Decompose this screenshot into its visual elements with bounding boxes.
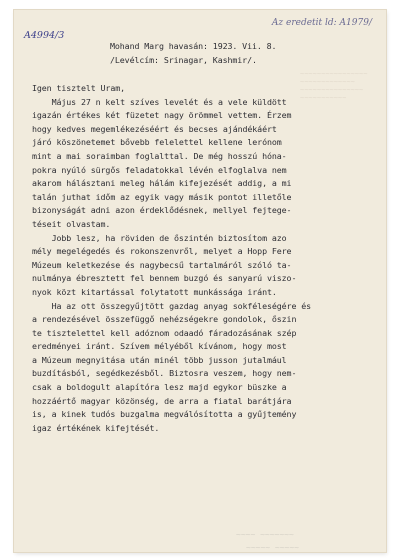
address-line: /Levélcím: Srinagar, Kashmir/. [110, 54, 257, 65]
letter-line: akarom hálásztani meleg hálám kifejezését addig, a mi [32, 178, 292, 189]
reverse-side-bleed: ~~~~~~~~~~~~~~~~ ~~~~~~~~~~~~~ ~~~~~~~~~~~~~~~ ~~~~~~~~~~~ [300, 70, 368, 102]
letter-line: nyok közt kitartással folytatott munkássága iránt. [32, 286, 277, 297]
letter-line: te tisztelettel kell adóznom odaadó fáradozásának szép [32, 327, 297, 338]
letter-line: igazán értékes két füzetet nagy örömmel vettem. Érzem [32, 110, 292, 121]
letter-line: eredményei iránt. Szívem mélyéből kívánom, hogy most [32, 341, 287, 352]
letter-line: téseit olvastam. [32, 218, 111, 229]
letter-page [14, 10, 386, 552]
letter-line: a Múzeum megnyitása után minél több jusson jutalmául [32, 354, 287, 365]
letter-line: a rendezésével összefüggő nehézségekre gondolok, őszin [32, 314, 297, 325]
letter-line: Május 27 n kelt szíves levelét és a vele küldött [32, 96, 287, 107]
letter-body [32, 82, 311, 435]
date-line: Mohand Marg havasán: 1923. Vii. 8. [110, 41, 277, 51]
letter-line: talán juthat időm az egyik vagy másik pontot illetőle [32, 191, 292, 202]
letter-line: buzdításból, segédkezésből. Biztosra veszem, hogy nem- [32, 368, 297, 379]
letter-line: bizonyságát adni azon érdeklődésnek, mellyel fejtege- [32, 205, 292, 216]
letter-line: járó köszönetemet bővebb felelettel kellene lerónom [32, 137, 282, 148]
archive-number: A4994/3 [24, 30, 65, 41]
faded-closing: ~~~~ ~~~~~~~ [236, 530, 294, 539]
faded-signature: ~~~~~ ~~~~~ [246, 543, 299, 552]
letter-line: mint a mai soraimban foglalttal. De még hosszú hóna- [32, 150, 287, 161]
letter-line: hogy kedves megemlékezéséért és becses ajándékáért [32, 123, 277, 134]
letter-line: mély megelégedés és rokonszenvről, melyet a Hopp Fere [32, 246, 292, 257]
letter-line: Jobb lesz, ha röviden de őszintén biztosítom azo [32, 232, 287, 243]
letter-line: hozzáértő magyar közönség, de arra a fiatal barátjára [32, 395, 292, 406]
letter-line: csak a boldogult alapítóra lesz majd egykor büszke a [32, 382, 287, 393]
letter-line: nulmánya ébresztett fel bennem buzgó és sanyarú viszo- [32, 273, 297, 284]
letter-line: igaz értékének kifejtését. [32, 422, 160, 433]
letter-line: Ha az ott összegyűjtött gazdag anyag sokféleségére és [32, 300, 312, 311]
original-reference-note: Az eredetit ld: A1979/ [271, 18, 372, 28]
letter-line: Igen tisztelt Uram, [32, 83, 126, 93]
letter-header [110, 40, 276, 67]
letter-line: pokra nyúló sürgős feladatokkal lévén elfoglalva nem [32, 164, 287, 175]
letter-line: is, a kinek tudós buzgalma megválósította a gyűjtemény [32, 409, 297, 420]
letter-line: Múzeum keletkezése és nagybecsű tartalmáról szóló ta- [32, 259, 292, 270]
